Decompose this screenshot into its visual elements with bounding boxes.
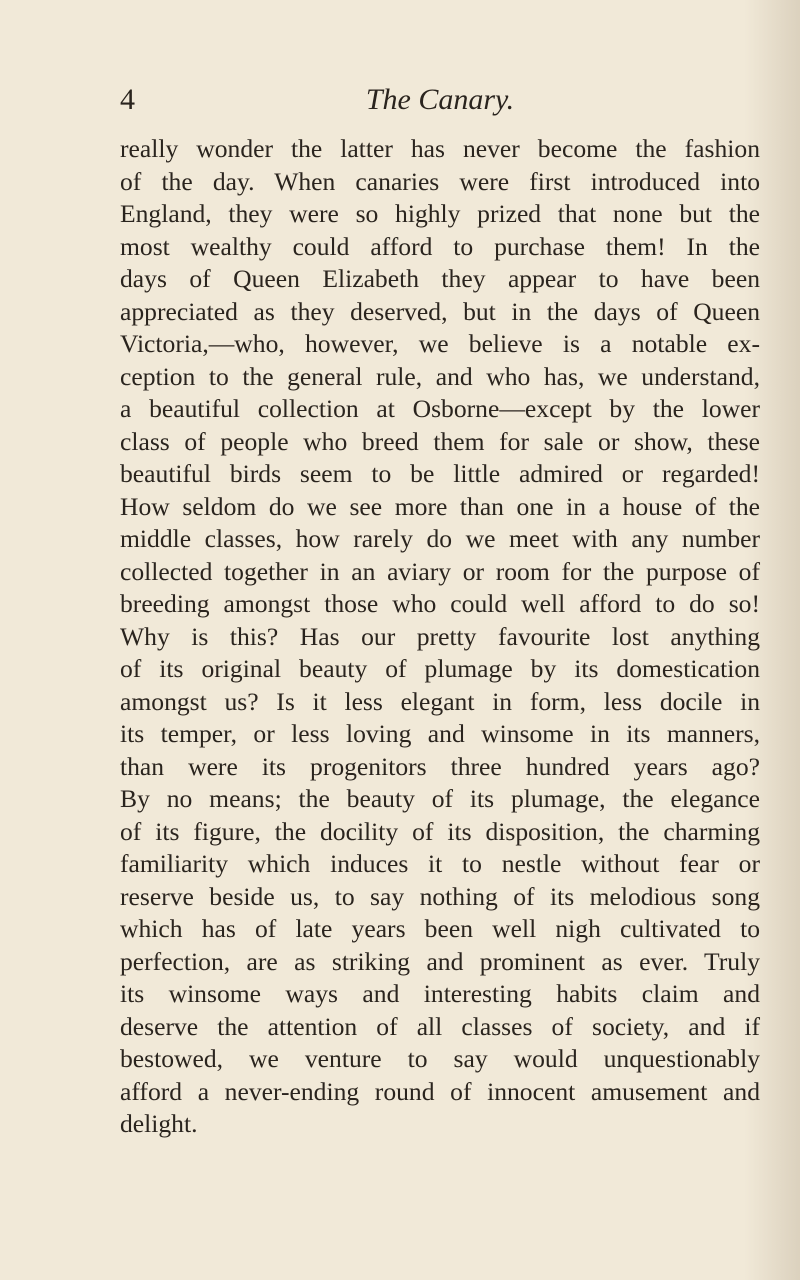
text-line: deserve the attention of all classes of society, and if: [120, 1011, 760, 1041]
text-line: most wealthy could afford to purchase them! In the: [120, 231, 760, 261]
text-line: collected together in an aviary or room for the purpose of: [120, 556, 760, 586]
text-line: really wonder the latter has never become the fashion: [120, 134, 760, 163]
text-line: ception to the general rule, and who has, we understand,: [120, 361, 760, 391]
text-line: afford a never-ending round of innocent amusement and: [120, 1076, 760, 1106]
text-line: a beautiful collection at Osborne—except by the lower: [120, 394, 760, 423]
text-line: By no means; the beauty of its plumage, the elegance: [120, 784, 760, 813]
text-line: England, they were so highly prized that none but the: [120, 199, 760, 228]
text-line: breeding amongst those who could well afford to do so!: [120, 589, 760, 618]
text-line: Victoria,—who, however, we believe is a notable ex-: [120, 329, 760, 358]
page-number: 4: [120, 83, 135, 116]
text-line: familiarity which induces it to nestle without fear or: [120, 849, 760, 878]
text-line: days of Queen Elizabeth they appear to have been: [120, 264, 760, 293]
text-line: reserve beside us, to say nothing of its melodious song: [120, 881, 760, 911]
text-line: its temper, or less loving and winsome in its manners,: [120, 719, 760, 748]
page-header: [120, 80, 760, 120]
text-line: of its figure, the docility of its disposition, the charming: [120, 816, 760, 846]
text-line: its winsome ways and interesting habits claim and: [120, 979, 760, 1008]
text-line: Why is this? Has our pretty favourite lost anything: [120, 621, 760, 651]
text-line: than were its progenitors three hundred years ago?: [120, 751, 760, 781]
text-line: perfection, are as striking and prominent as ever. Truly: [120, 946, 760, 976]
text-line: which has of late years been well nigh cultivated to: [120, 914, 760, 943]
text-line: appreciated as they deserved, but in the days of Queen: [120, 296, 760, 326]
text-line: bestowed, we venture to say would unquestionably: [120, 1044, 760, 1073]
text-line: beautiful birds seem to be little admired or regarded!: [120, 459, 760, 488]
text-line: How seldom do we see more than one in a house of the: [120, 491, 760, 521]
text-line: of the day. When canaries were first introduced into: [120, 166, 760, 196]
body-text: [120, 133, 760, 1141]
text-line: middle classes, how rarely do we meet with any number: [120, 524, 760, 553]
text-line: delight.: [120, 1109, 198, 1138]
text-line: of its original beauty of plumage by its domestication: [120, 654, 760, 683]
text-line: class of people who breed them for sale or show, these: [120, 426, 760, 456]
text-line: amongst us? Is it less elegant in form, less docile in: [120, 686, 760, 716]
running-title: The Canary.: [365, 83, 515, 116]
